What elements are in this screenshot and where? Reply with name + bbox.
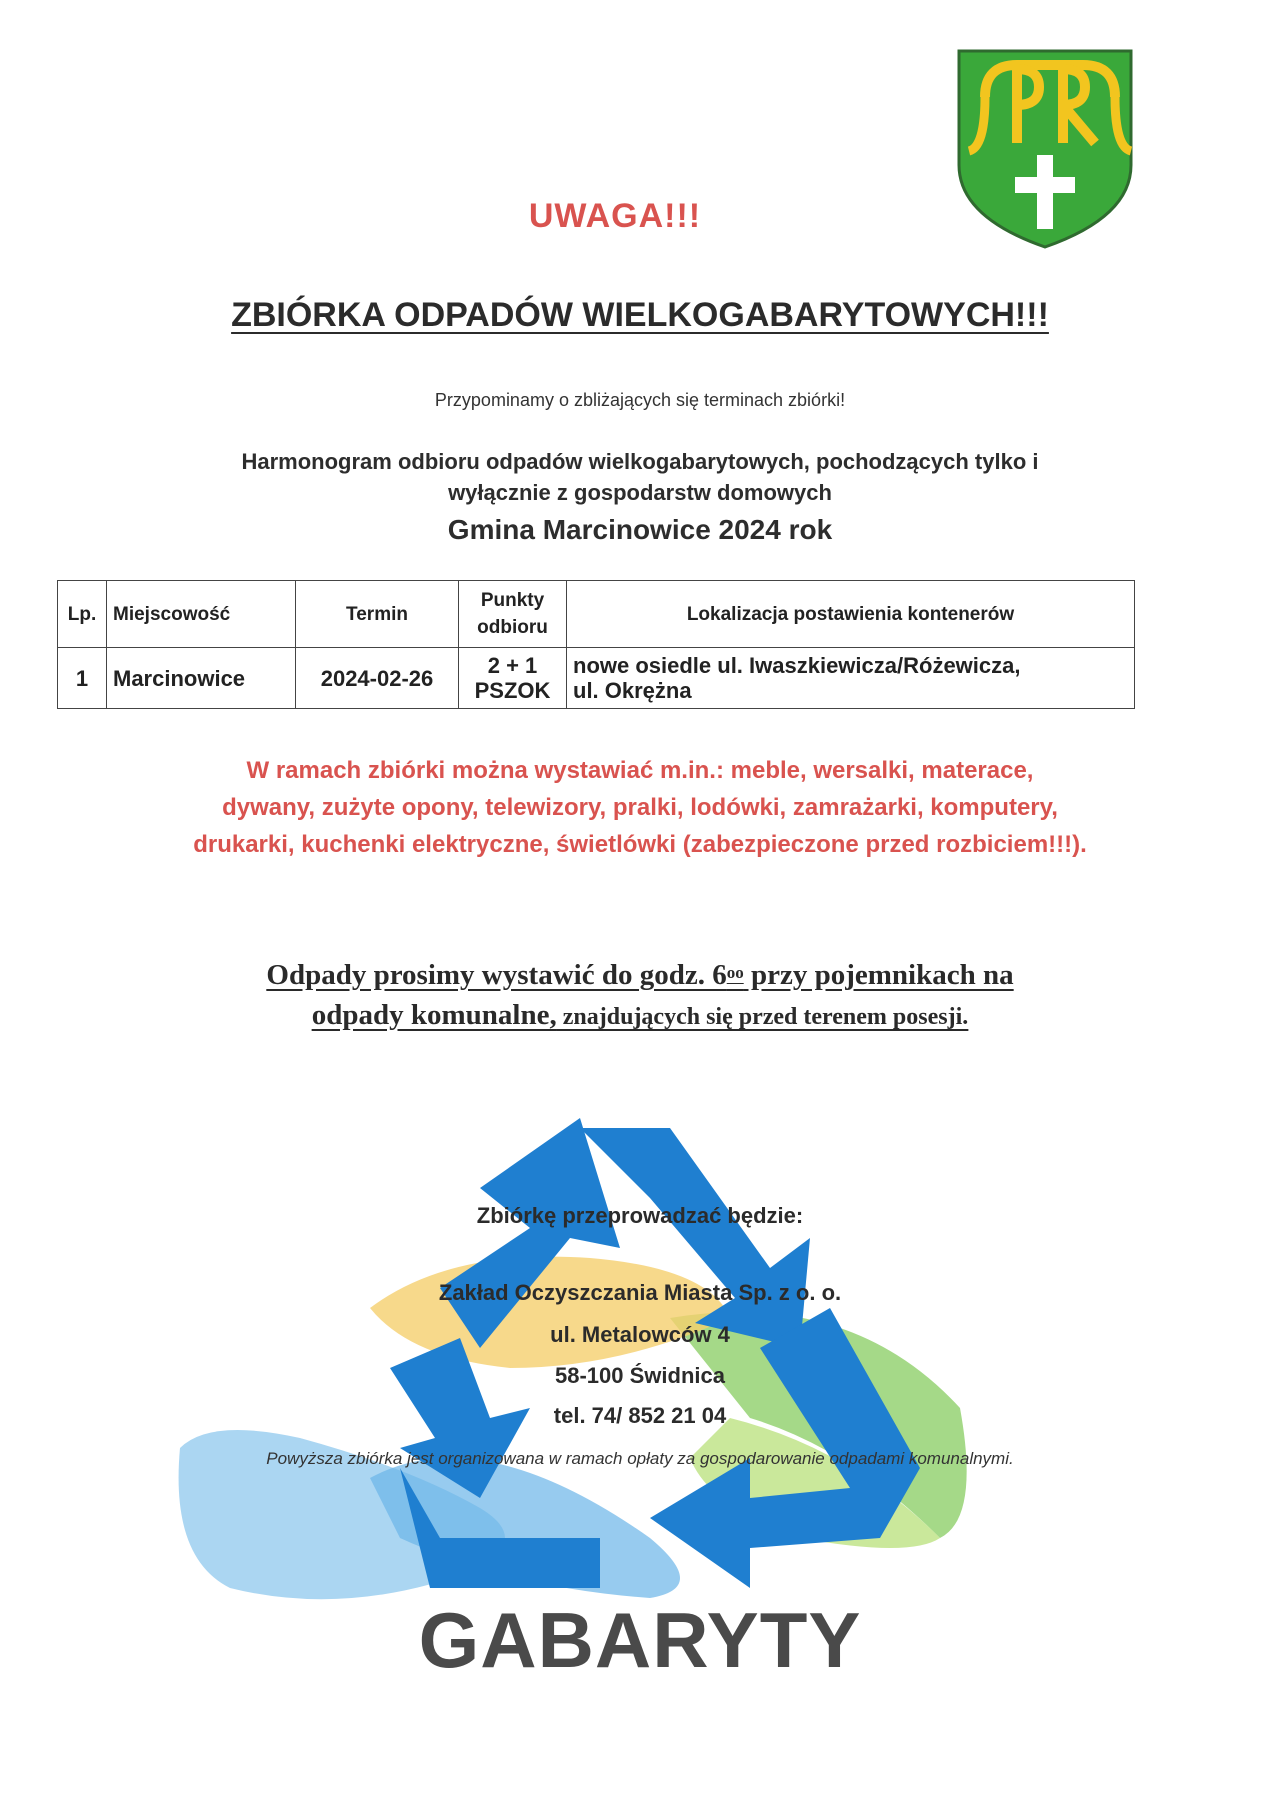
cell-date: 2024-02-26	[296, 648, 459, 709]
cell-location	[567, 648, 1135, 709]
contractor-city: 58-100 Świdnica	[555, 1363, 725, 1388]
time-note-line2	[160, 995, 1120, 1037]
header-lp: Lp.	[58, 581, 107, 648]
time-note-part1: Odpady prosimy wystawić do godz. 6	[266, 959, 727, 991]
cell-points-line1: 2 + 1	[487, 653, 538, 678]
logo-wordmark: GABARYTY	[418, 1596, 862, 1684]
reminder-text: Przypominamy o zbliżających się terminach zbiórki!	[434, 390, 846, 410]
cell-points	[459, 648, 567, 709]
time-note-line1	[160, 955, 1120, 995]
coat-of-arms-logo	[955, 47, 1135, 252]
header-place: Miejscowość	[107, 581, 296, 648]
contractor-name: Zakład Oczyszczania Miasta Sp. z o. o.	[438, 1280, 842, 1305]
contractor-phone: tel. 74/ 852 21 04	[553, 1403, 727, 1428]
schedule-heading-line2: wyłącznie z gospodarstw domowych	[448, 480, 832, 505]
page-title: ZBIÓRKA ODPADÓW WIELKOGABARYTOWYCH!!!	[231, 296, 1049, 334]
cell-location-line2: ul. Okrężna	[573, 678, 692, 703]
time-note-part2: przy pojemnikach na	[743, 959, 1014, 991]
time-note	[160, 955, 1120, 1037]
table-header-row	[58, 581, 1135, 648]
schedule-heading	[110, 446, 1170, 508]
table-row	[58, 648, 1135, 709]
items-note-line2: dywany, zużyte opony, telewizory, pralki, lodówki, zamrażarki, komputery,	[222, 794, 1058, 821]
header-points: Punkty odbioru	[459, 581, 567, 648]
contractor-intro: Zbiórkę przeprowadzać będzie:	[476, 1203, 804, 1228]
schedule-table	[57, 580, 1135, 709]
cell-place: Marcinowice	[107, 648, 296, 709]
cell-lp: 1	[58, 648, 107, 709]
time-note-part3: odpady komunalne,	[311, 999, 557, 1031]
time-note-superscript: oo	[726, 963, 744, 982]
cell-location-line1: nowe osiedle ul. Iwaszkiewicza/Różewicza,	[573, 653, 1021, 678]
header-location: Lokalizacja postawienia kontenerów	[567, 581, 1135, 648]
alert-heading: UWAGA!!!	[528, 197, 702, 235]
items-note-line1: W ramach zbiórki można wystawiać m.in.: meble, wersalki, materace,	[246, 757, 1034, 784]
schedule-heading-line1: Harmonogram odbioru odpadów wielkogabarytowych, pochodzących tylko i	[241, 449, 1039, 474]
header-date: Termin	[296, 581, 459, 648]
cell-points-line2: PSZOK	[474, 678, 551, 703]
items-note-line3: drukarki, kuchenki elektryczne, świetlówki (zabezpieczone przed rozbiciem!!!).	[193, 831, 1087, 858]
gmina-subtitle: Gmina Marcinowice 2024 rok	[447, 514, 833, 545]
time-note-part4: znajdujących się przed terenem posesji.	[556, 1004, 969, 1030]
contractor-street: ul. Metalowców 4	[550, 1322, 730, 1347]
disclaimer-text: Powyższa zbiórka jest organizowana w ramach opłaty za gospodarowanie odpadami komunalnymi.	[266, 1449, 1014, 1468]
items-note	[110, 752, 1170, 863]
